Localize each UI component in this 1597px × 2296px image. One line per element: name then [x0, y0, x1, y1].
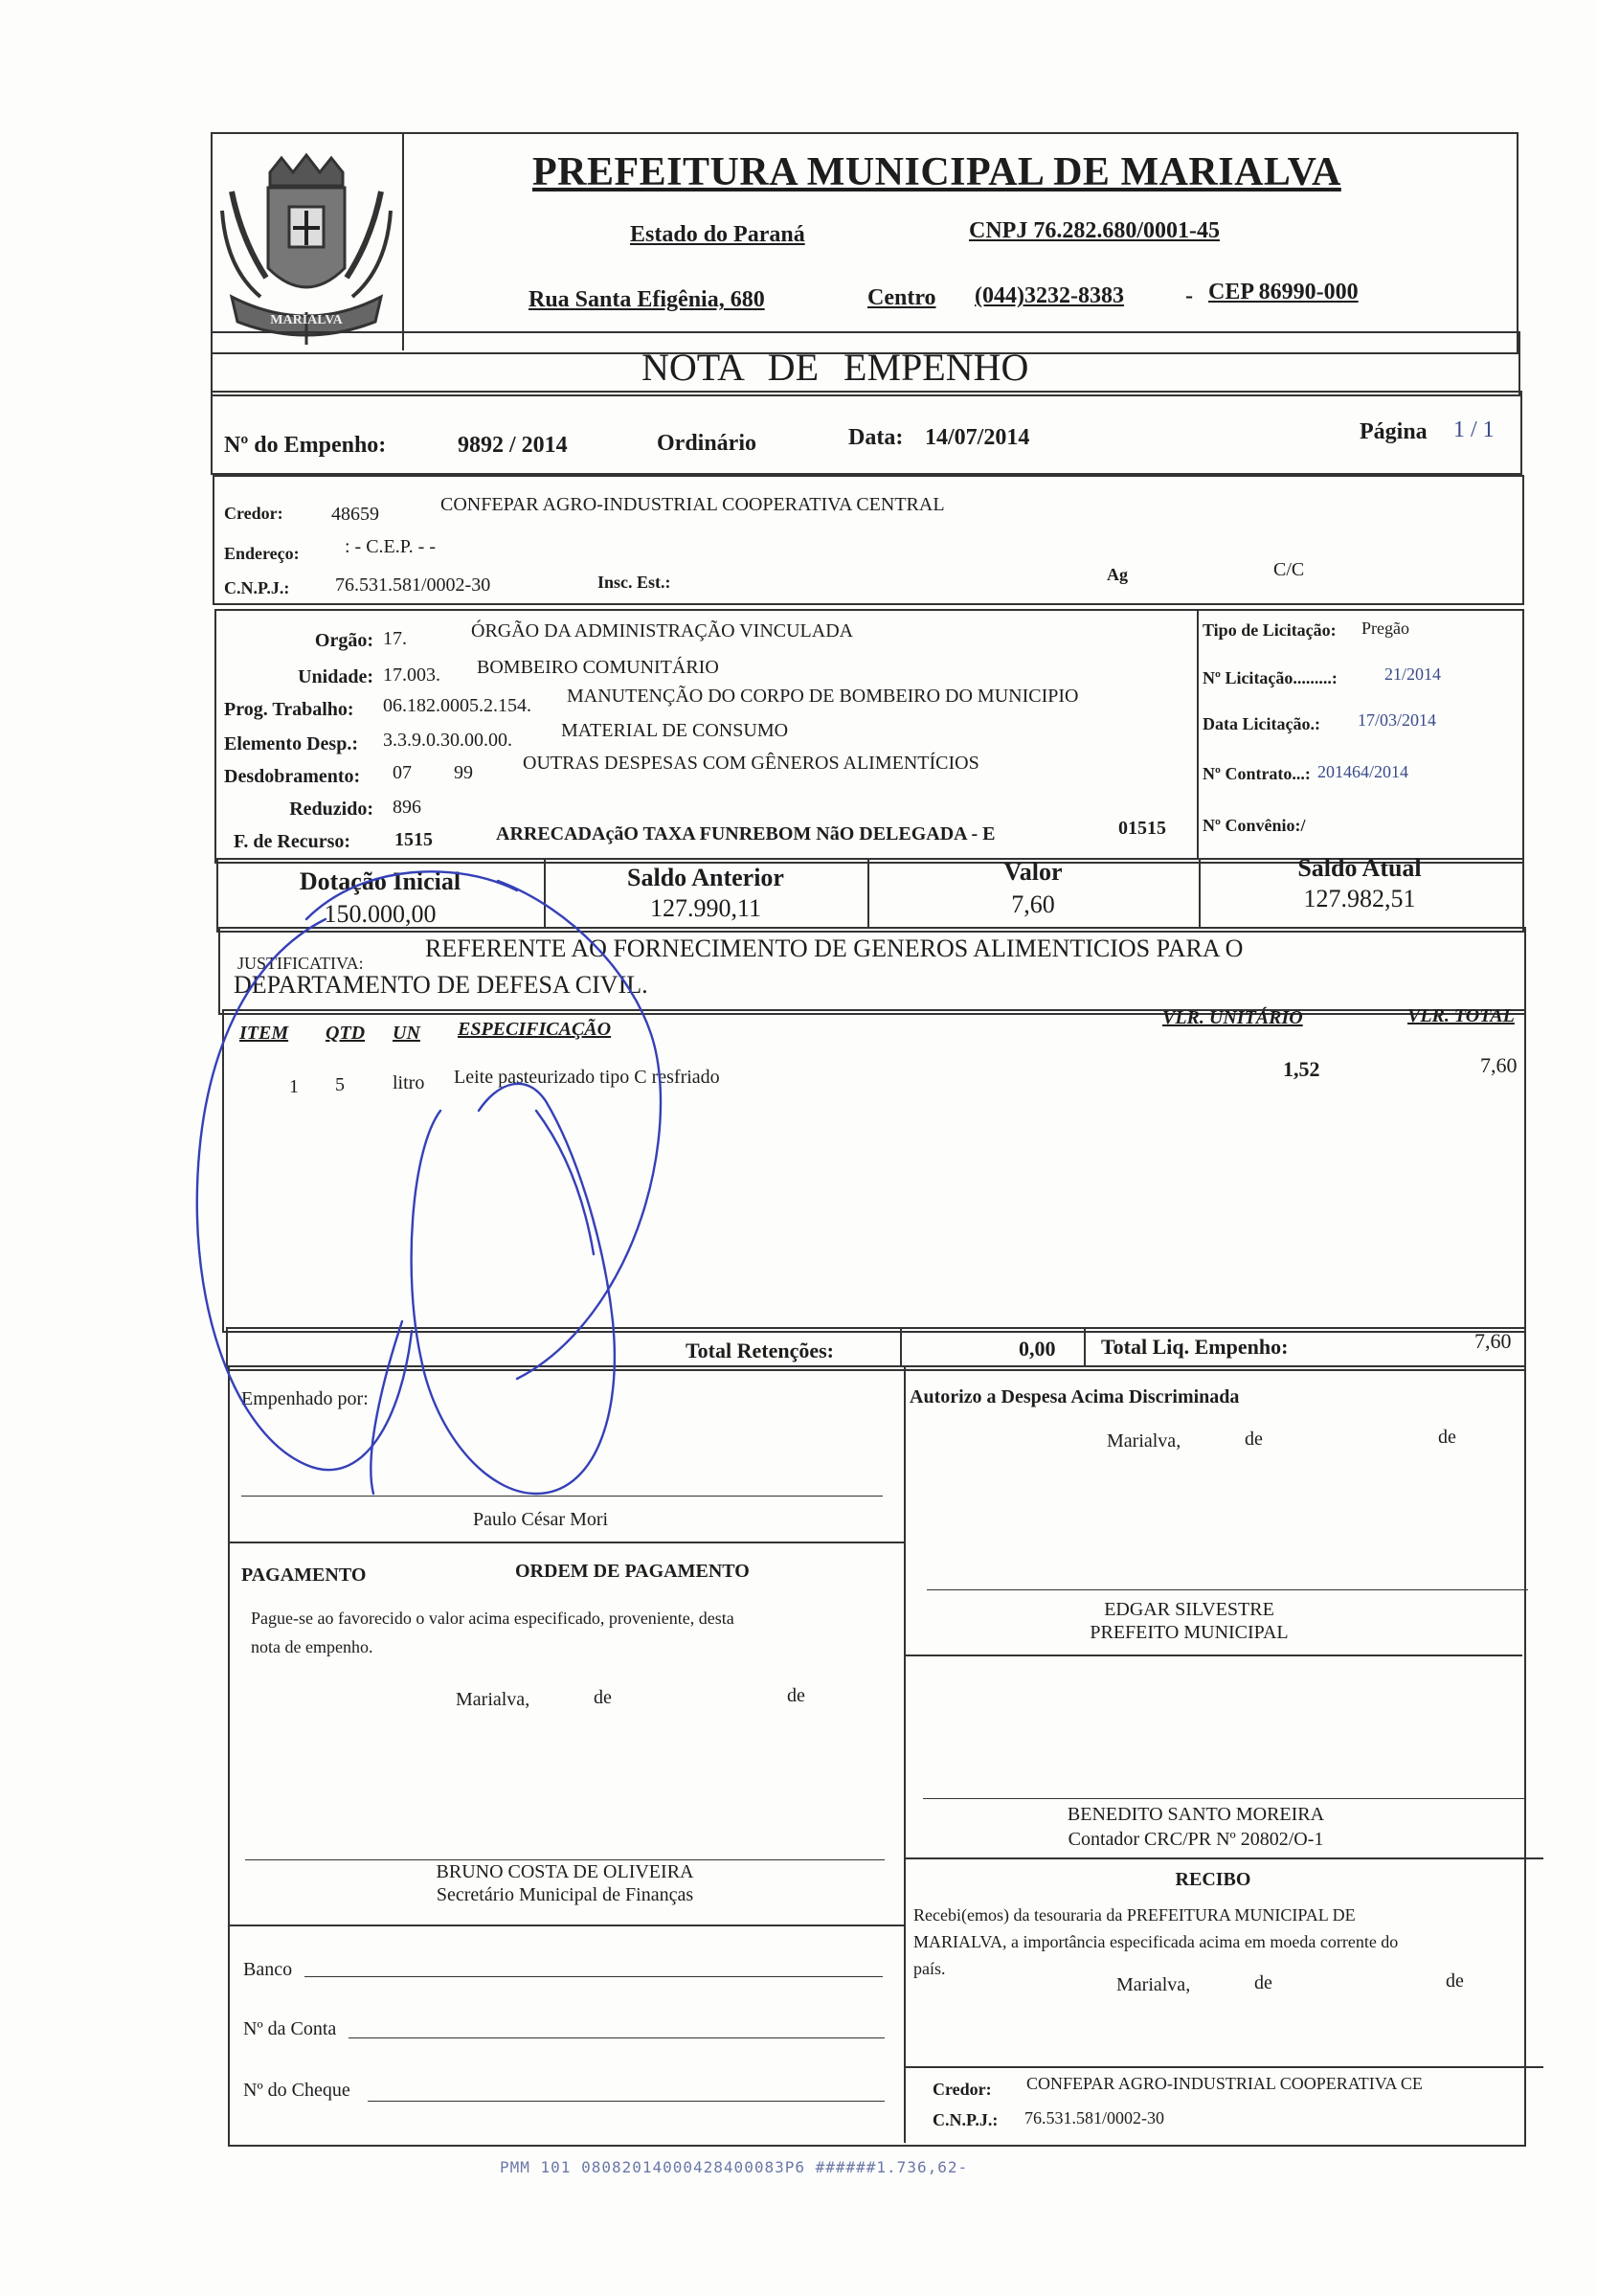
unidade-label: Unidade:: [298, 666, 373, 687]
dotacao-inicial-label: Dotação Inicial: [299, 867, 461, 895]
secretario-title: Secretário Municipal de Finanças: [436, 1884, 694, 1905]
empenho-date-label: Data:: [848, 425, 904, 450]
page-title: PREFEITURA MUNICIPAL DE MARIALVA: [532, 150, 1341, 194]
ordem-pagamento-label: ORDEM DE PAGAMENTO: [515, 1561, 750, 1582]
header-address: Rua Santa Efigênia, 680: [529, 287, 765, 312]
row-un: litro: [393, 1072, 425, 1093]
empenho-number: 9892 / 2014: [458, 433, 568, 458]
licitacao-num-label: Nº Licitação.........:: [1203, 668, 1338, 687]
convenio-label: Nº Convênio:/: [1203, 816, 1306, 835]
desd-label: Desdobramento:: [224, 766, 361, 787]
orgao-name: ÓRGÃO DA ADMINISTRAÇÃO VINCULADA: [471, 620, 854, 642]
credor-address: : - C.E.P. - -: [345, 536, 436, 557]
orgao-label: Orgão:: [314, 630, 373, 651]
empenhado-name: Paulo César Mori: [473, 1509, 609, 1530]
bank-stamp: PMM 101 08082014000428400083P6 ######1.736,62-: [500, 2158, 969, 2176]
secretario-name: BRUNO COSTA DE OLIVEIRA: [436, 1861, 694, 1882]
prog-name: MANUTENÇÃO DO CORPO DE BOMBEIRO DO MUNICIPIO: [567, 686, 1079, 707]
empenho-type: Ordinário: [657, 431, 757, 456]
desd-name: OUTRAS DESPESAS COM GÊNEROS ALIMENTÍCIOS: [523, 753, 979, 774]
empenho-date: 14/07/2014: [925, 425, 1030, 450]
credor-label: Credor:: [224, 504, 283, 523]
pagamento-place: Marialva,: [456, 1689, 530, 1710]
recibo-text1: Recebi(emos) da tesouraria da PREFEITURA MUNICIPAL DE: [913, 1905, 1356, 1925]
recibo-de2: de: [1446, 1970, 1464, 1992]
reduzido-label: Reduzido:: [289, 799, 373, 820]
autorizo-label: Autorizo a Despesa Acima Discriminada: [910, 1386, 1240, 1407]
contrato-num: 201464/2014: [1317, 762, 1409, 781]
empenho-number-label: Nº do Empenho:: [224, 433, 387, 458]
row-total-value: 7,60: [1480, 1053, 1518, 1077]
pagamento-de1: de: [594, 1687, 612, 1708]
credor-code: 48659: [331, 504, 379, 525]
desd-code2: 99: [454, 762, 473, 783]
saldo-atual-label: Saldo Atual: [1297, 854, 1422, 882]
licitacao-data: 17/03/2014: [1358, 710, 1437, 730]
col-spec-header: ESPECIFICAÇÃO: [458, 1019, 612, 1040]
elem-name: MATERIAL DE CONSUMO: [561, 720, 789, 741]
elem-code: 3.3.9.0.30.00.00.: [383, 730, 512, 751]
dotacao-inicial: 150.000,00: [324, 900, 437, 928]
recibo-cnpj: 76.531.581/0002-30: [1024, 2108, 1164, 2127]
col-item-header: ITEM: [239, 1023, 289, 1044]
credor-ag-label: Ag: [1107, 565, 1128, 584]
banco-label: Banco: [243, 1959, 293, 1980]
row-qtd: 5: [335, 1074, 345, 1095]
saldo-anterior-label: Saldo Anterior: [627, 864, 784, 891]
autorizo-place: Marialva,: [1107, 1430, 1181, 1452]
licitacao-data-label: Data Licitação.:: [1203, 714, 1320, 733]
col-total-header: VLR. TOTAL: [1407, 1005, 1515, 1026]
orgao-code: 17.: [383, 628, 407, 649]
empenhado-label: Empenhado por:: [241, 1388, 369, 1409]
pagamento-text1: Pague-se ao favorecido o valor acima especificado, proveniente, desta: [251, 1609, 734, 1628]
justificativa-label: JUSTIFICATIVA:: [237, 954, 364, 973]
autorizo-de2: de: [1438, 1427, 1456, 1448]
unidade-code: 17.003.: [383, 664, 440, 686]
credor-cnpj: 76.531.581/0002-30: [335, 574, 491, 596]
saldo-atual: 127.982,51: [1303, 885, 1416, 912]
contador-name: BENEDITO SANTO MOREIRA: [1067, 1804, 1325, 1825]
justificativa-text1: REFERENTE AO FORNECIMENTO DE GENEROS ALIMENTICIOS PARA O: [425, 934, 1244, 962]
tipo-licitacao: Pregão: [1361, 619, 1409, 638]
page-label: Página: [1360, 419, 1428, 444]
recibo-cnpj-label: C.N.P.J.:: [933, 2110, 999, 2129]
recibo-title: RECIBO: [1175, 1869, 1251, 1890]
doc-title: NOTA DE EMPENHO: [641, 346, 1029, 389]
row-unit-value: 1,52: [1283, 1057, 1320, 1081]
valor: 7,60: [1011, 890, 1055, 918]
header-dash: -: [1185, 283, 1193, 308]
conta-label: Nº da Conta: [243, 2018, 337, 2039]
recurso-name: ARRECADAçãO TAXA FUNREBOM NãO DELEGADA - E: [496, 823, 996, 844]
elem-label: Elemento Desp.:: [224, 733, 358, 754]
retencoes-label: Total Retenções:: [686, 1339, 834, 1362]
valor-label: Valor: [1003, 858, 1063, 886]
credor-cnpj-label: C.N.P.J.:: [224, 578, 290, 597]
credor-address-label: Endereço:: [224, 544, 300, 563]
credor-cc-label: C/C: [1273, 559, 1305, 580]
prog-label: Prog. Trabalho:: [224, 699, 354, 720]
pagamento-text2: nota de empenho.: [251, 1637, 373, 1656]
pagamento-label: PAGAMENTO: [241, 1564, 367, 1586]
prefeito-title: PREFEITO MUNICIPAL: [1090, 1622, 1289, 1643]
recibo-text3: país.: [913, 1959, 946, 1978]
tipo-licitacao-label: Tipo de Licitação:: [1203, 620, 1337, 640]
credor-insc-label: Insc. Est.:: [597, 573, 671, 592]
col-un-header: UN: [393, 1023, 420, 1044]
row-spec: Leite pasteurizado tipo C resfriado: [454, 1067, 720, 1088]
header-phone: (044)3232-8383: [975, 283, 1124, 308]
pagamento-de2: de: [787, 1685, 805, 1706]
svg-text:MARIALVA: MARIALVA: [270, 313, 343, 327]
header-cep: CEP 86990-000: [1208, 280, 1359, 304]
recibo-text2: MARIALVA, a importância especificada acima em moeda corrente do: [913, 1932, 1399, 1951]
recurso-label: F. de Recurso:: [234, 831, 351, 852]
col-qtd-header: QTD: [326, 1023, 366, 1044]
prog-code: 06.182.0005.2.154.: [383, 695, 531, 716]
recibo-place: Marialva,: [1116, 1974, 1191, 1995]
cheque-label: Nº do Cheque: [243, 2080, 350, 2101]
recurso-code2: 01515: [1118, 818, 1166, 839]
autorizo-de1: de: [1245, 1429, 1263, 1450]
liq-empenho-value: 7,60: [1474, 1329, 1512, 1353]
desd-code1: 07: [393, 762, 412, 783]
prefeito-name: EDGAR SILVESTRE: [1104, 1599, 1274, 1620]
retencoes-value: 0,00: [1019, 1337, 1056, 1361]
header-cnpj: CNPJ 76.282.680/0001-45: [969, 218, 1220, 243]
col-unit-header: VLR. UNITÁRIO: [1162, 1007, 1303, 1028]
saldo-anterior: 127.990,11: [649, 894, 762, 922]
header-state: Estado do Paraná: [630, 222, 805, 247]
contador-title: Contador CRC/PR Nº 20802/O-1: [1068, 1829, 1324, 1850]
recibo-de1: de: [1254, 1972, 1272, 1993]
unidade-name: BOMBEIRO COMUNITÁRIO: [477, 657, 719, 678]
header-district: Centro: [867, 285, 936, 310]
page-number: 1 / 1: [1453, 417, 1495, 442]
row-item: 1: [289, 1076, 299, 1097]
justificativa-text2: DEPARTAMENTO DE DEFESA CIVIL.: [234, 971, 648, 999]
recibo-credor: CONFEPAR AGRO-INDUSTRIAL COOPERATIVA CE: [1026, 2074, 1423, 2093]
credor-name: CONFEPAR AGRO-INDUSTRIAL COOPERATIVA CENTRAL: [440, 494, 945, 515]
licitacao-num: 21/2014: [1384, 664, 1442, 684]
reduzido-value: 896: [393, 797, 421, 818]
recurso-code: 1515: [394, 829, 433, 850]
liq-empenho-label: Total Liq. Empenho:: [1101, 1335, 1289, 1359]
recibo-credor-label: Credor:: [933, 2080, 992, 2099]
contrato-label: Nº Contrato...:: [1203, 764, 1311, 783]
